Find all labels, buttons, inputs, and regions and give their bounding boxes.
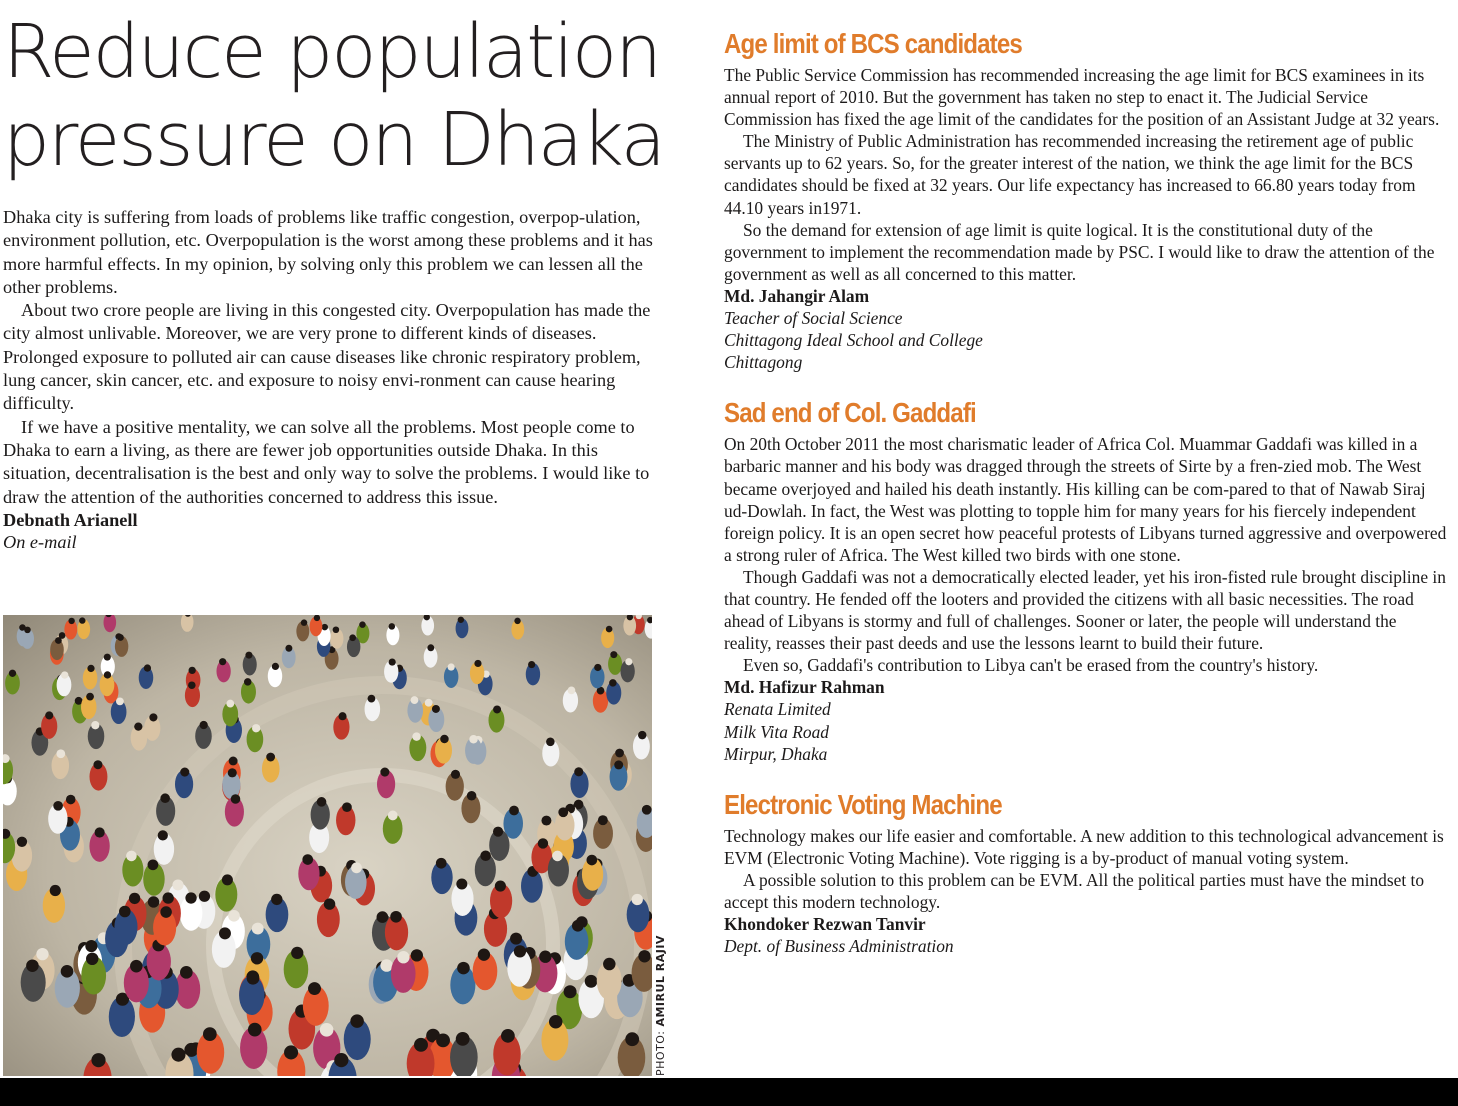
crowd-person-head <box>144 664 151 671</box>
crowd-person-head <box>79 617 85 623</box>
crowd-person-head <box>252 923 264 935</box>
crowd-person-head <box>129 893 140 904</box>
letter-gaddafi <box>724 395 1448 764</box>
headline-line-2: pressure on Dhaka <box>3 97 664 183</box>
crowd-person-head <box>302 854 313 865</box>
letter-title: Electronic Voting Machine <box>724 788 1002 820</box>
crowd-person-head <box>95 827 105 837</box>
crowd-person-head <box>134 722 142 730</box>
crowd-person-head <box>448 663 455 670</box>
letter-affiliation: Chittagong Ideal School and College <box>724 330 983 351</box>
crowd-person-head <box>615 749 624 758</box>
crowd-person-head <box>349 634 356 641</box>
crowd-person-head <box>160 793 170 803</box>
article-paragraph: If we have a positive mentality, we can solve all the problems. Most people come to Dhaka to earn a living, as there are fewer job opportunities outside Dhaka. In this situation, decentralisation is the best and only way to solve the problems. I would like to draw the attention of the authorities concerned to address this issue. <box>3 416 650 507</box>
crowd-person-head <box>380 959 393 972</box>
crowd-person-head <box>568 687 576 695</box>
crowd-person-head <box>324 898 335 909</box>
crowd-person-head <box>317 797 327 807</box>
crowd-person-head <box>377 911 389 923</box>
crowd-person-head <box>388 811 398 821</box>
letter-paragraph: Even so, Gaddafi's contribution to Libya can't be erased from the country's history. <box>743 655 1319 676</box>
crowd-person-head <box>594 664 601 671</box>
crowd-person-head <box>66 795 76 805</box>
crowd-person-head <box>495 880 506 891</box>
crowd-person-head <box>389 658 396 665</box>
crowd-person-head <box>185 892 196 903</box>
letter-paragraph: A possible solution to this problem can be EVM. All the political parties must have the mindset to accept this modern technology. <box>724 869 1425 912</box>
letter-affiliation: Teacher of Social Science <box>724 308 903 329</box>
crowd-person-head <box>285 645 292 652</box>
crowd-person-head <box>251 952 263 964</box>
crowd-person-head <box>574 767 583 776</box>
letter-paragraph: Though Gaddafi was not a democratically elected leader, yet his iron-fisted rule brought discipline in that country. He fended off the looters and provided the citizens with all basic necessities. The road ahead of Libyans is stormy and full of challenges. Sooner or later, the people will understand the reality, reasses their past deeds and use the lessons learnt to build their future. <box>724 566 1446 654</box>
letter-author: Md. Jahangir Alam <box>724 285 870 306</box>
crowd-person-head <box>171 1048 185 1062</box>
letters-column <box>724 26 1448 979</box>
crowd-person-head <box>68 618 74 624</box>
article-affiliation: On e-mail <box>3 532 77 553</box>
crowd-person-head <box>321 624 328 631</box>
crowd-person-head <box>412 732 420 740</box>
crowd-person-head <box>469 735 478 744</box>
crowd-person-head <box>467 791 477 801</box>
crowd-person-head <box>148 896 159 907</box>
crowd-person-head <box>558 807 568 817</box>
article-author: Debnath Arianell <box>3 509 138 530</box>
letter-title: Sad end of Col. Gaddafi <box>724 397 976 429</box>
crowd-person-head <box>480 850 491 861</box>
crowd-person-head <box>119 906 131 918</box>
crowd-person-head <box>638 950 650 962</box>
crowd-person-head <box>226 700 234 708</box>
crowd-person-head <box>411 696 419 704</box>
crowd-person-head <box>638 731 646 739</box>
crowd-person-head <box>493 705 501 713</box>
crowd-person-head <box>546 738 555 747</box>
crowd-photo <box>3 615 652 1076</box>
crowd-person-head <box>53 801 63 811</box>
crowd-person-head <box>514 618 520 624</box>
crowd-person-head <box>271 894 282 905</box>
article-paragraph: About two crore people are living in this congested city. Overpopulation has made the city almost unlivable. Moreover, we are very prone to different kinds of diseases. Prolonged exposure to polluted air can cause diseases like chronic respiratory problem, lung cancer, skin cancer, etc. and exposure to noisy envi-ronment can cause hearing difficulty. <box>3 300 651 414</box>
crowd-person-head <box>116 697 124 705</box>
crowd-person-head <box>314 615 320 621</box>
crowd-person-head <box>610 651 617 658</box>
crowd-person-head <box>245 652 252 659</box>
crowd-person-head <box>86 693 94 701</box>
crowd-person-head <box>228 910 240 922</box>
crowd-person-head <box>219 658 226 665</box>
crowd-person-head <box>625 658 632 665</box>
crowd-person-head <box>478 949 490 961</box>
crowd-person-head <box>572 920 584 932</box>
article-paragraph: Dhaka city is suffering from loads of problems like traffic congestion, overpop-ulation, environment pollution, etc. Overpopulation is the worst among these problems and it has more harmful effects. In my opinion, by solving only this problem we can lessen all the other problems. <box>3 207 653 297</box>
crowd-person-head <box>440 735 449 744</box>
letter-author: Md. Hafizur Rahman <box>724 677 885 698</box>
crowd-person-head <box>148 859 159 870</box>
crowd-person-head <box>308 982 321 995</box>
crowd-person-head <box>451 770 460 779</box>
crowd-person-head <box>368 695 376 703</box>
crowd-person-head <box>457 962 470 975</box>
crowd-person-head <box>509 806 519 816</box>
crowd-person-head <box>247 972 260 985</box>
crowd-person-head <box>598 815 608 825</box>
crowd-person-head <box>266 753 275 762</box>
crowd-person-head <box>510 933 522 945</box>
crowd-person-head <box>609 679 617 687</box>
crowd-person-head <box>188 681 196 689</box>
crowd-person-head <box>458 617 464 623</box>
crowd-person-head <box>228 768 237 777</box>
crowd-person-head <box>248 1023 262 1037</box>
letter-paragraph: On 20th October 2011 the most charismatic leader of Africa Col. Muammar Gaddafi was killed in a barbaric manner and his body was dragged through the streets of Sirte by a fren-zied mob. The West became overjoyed and hailed his death instantly. His killing can be com-pared to that of Nawab Siraj ud-Dowlah. In fact, the West was plotting to topple him for many years for his fiercely independent foreign policy. It is an open secret how peaceful protests of Libyans turned aggressive and overpowered a strong ruler of Africa. The West killed two birds with one stone. <box>724 434 1447 565</box>
crowd-person-head <box>61 965 74 978</box>
crowd-person-head <box>625 1032 639 1046</box>
crowd-person-head <box>199 891 210 902</box>
crowd-person-head <box>203 1027 217 1041</box>
crowd-photo-illustration <box>3 615 652 1076</box>
crowd-person-head <box>117 634 124 641</box>
crowd-person-head <box>126 851 137 862</box>
crowd-person-head <box>86 953 98 965</box>
crowd-person-head <box>55 637 62 644</box>
crowd-person-head <box>320 1023 334 1037</box>
crowd-person-head <box>284 1045 298 1059</box>
crowd-person-head <box>390 911 402 923</box>
crowd-person-head <box>244 678 252 686</box>
letter-paragraph: The Ministry of Public Administration has recommended increasing the retirement age of public servants up to 62 years. So, for the greater interest of the nation, we think the age limit for the BCS candidates should be fixed at 32 years. Our life expectancy has increased to 66.80 years today from 44.10 years in1971. <box>724 131 1416 218</box>
crowd-person-head <box>549 1015 563 1029</box>
letter-evm <box>724 787 1448 958</box>
crowd-person-head <box>514 945 526 957</box>
crowd-person-head <box>229 757 238 766</box>
crowd-person-head <box>564 985 577 998</box>
crowd-person-head <box>189 667 196 674</box>
crowd-person-head <box>338 712 346 720</box>
crowd-person-head <box>380 768 389 777</box>
crowd-person-head <box>432 705 440 713</box>
crowd-person-head <box>104 654 111 661</box>
crowd-person-head <box>614 760 623 769</box>
crowd-person-head <box>200 721 208 729</box>
crowd-person-head <box>642 805 652 815</box>
crowd-person-head <box>272 663 279 670</box>
crowd-person-head <box>474 660 481 667</box>
crowd-person-head <box>61 671 68 678</box>
crowd-person-head <box>291 947 303 959</box>
crowd-person-head <box>9 670 16 677</box>
crowd-person-head <box>541 816 551 826</box>
crowd-person-head <box>359 621 365 627</box>
crowd-person-head <box>539 951 551 963</box>
crowd-person-head <box>334 1053 348 1067</box>
crowd-person-head <box>528 661 535 668</box>
main-article <box>3 8 664 553</box>
crowd-person-head <box>389 623 396 630</box>
crowd-person-head <box>104 671 111 678</box>
crowd-person-head <box>56 749 65 758</box>
letter-affiliation: Milk Vita Road <box>724 721 829 742</box>
crowd-person-head <box>411 949 423 961</box>
crowd-person-head <box>333 626 340 633</box>
crowd-person-head <box>493 827 503 837</box>
crowd-person-head <box>603 958 615 970</box>
crowd-person-head <box>414 1038 428 1052</box>
crowd-person-head <box>50 885 61 896</box>
letter-affiliation: Chittagong <box>724 352 803 373</box>
crowd-person-head <box>160 906 172 918</box>
crowd-person-head <box>252 724 260 732</box>
article-body <box>3 206 655 509</box>
crowd-person-head <box>632 894 643 905</box>
crowd-person-head <box>24 627 31 634</box>
crowd-person-head <box>149 713 157 721</box>
crowd-person-head <box>180 767 189 776</box>
crowd-person-head <box>552 851 563 862</box>
letter-affiliation: Mirpur, Dhaka <box>724 743 828 764</box>
footer-bar <box>0 1078 1458 1106</box>
photo-credit-prefix: PHOTO: <box>654 1030 667 1076</box>
crowd-person-head <box>130 960 143 973</box>
article-headline <box>3 8 664 184</box>
crowd-person-head <box>91 1053 105 1067</box>
crowd-person-head <box>342 802 352 812</box>
crowd-person-head <box>456 878 467 889</box>
crowd-person-head <box>91 721 99 729</box>
crowd-person-head <box>180 966 193 979</box>
crowd-person-head <box>606 626 613 633</box>
crowd-person-head <box>231 794 241 804</box>
crowd-person-head <box>93 760 102 769</box>
crowd-person-head <box>427 644 434 651</box>
letter-bcs-age-limit <box>724 26 1448 373</box>
crowd-person-head <box>351 862 362 873</box>
photo-credit <box>654 916 668 1076</box>
letter-author: Khondoker Rezwan Tanvir <box>724 914 926 935</box>
letter-paragraph: Technology makes our life easier and comfortable. A new addition to this technological advancement is EVM (Electronic Voting Machine). Vote rigging is a by-product of manual voting system. <box>724 825 1444 868</box>
crowd-person-head <box>85 940 97 952</box>
crowd-person-head <box>87 665 94 672</box>
crowd-person-head <box>222 874 233 885</box>
crowd-person-head <box>219 927 231 939</box>
crowd-person-head <box>397 951 409 963</box>
crowd-person-head <box>163 892 174 903</box>
crowd-person-head <box>158 830 168 840</box>
crowd-person-head <box>538 838 548 848</box>
crowd-person-head <box>45 711 53 719</box>
crowd-person-head <box>585 975 598 988</box>
crowd-person-head <box>36 948 48 960</box>
letter-affiliation: Dept. of Business Administration <box>724 936 954 957</box>
photo-credit-name: AMIRUL RAJIV <box>654 935 667 1027</box>
letter-paragraph: So the demand for extension of age limit is quite logical. It is the constitutional duty of the government to implement the recommendation made by PSC. I would like to draw the attention of the government as well as all concerned to this matter. <box>724 219 1435 284</box>
crowd-person-head <box>436 1033 450 1047</box>
crowd-person-head <box>587 855 598 866</box>
crowd-person-head <box>17 837 27 847</box>
crowd-person-head <box>350 1014 363 1027</box>
crowd-person-head <box>26 959 39 972</box>
crowd-person-head <box>172 879 183 890</box>
crowd-person-head <box>301 619 307 625</box>
letter-title: Age limit of BCS candidates <box>724 28 1022 59</box>
crowd-person-head <box>501 1029 515 1043</box>
letter-paragraph: The Public Service Commission has recommended increasing the age limit for BCS examinees in its annual report of 2010. But the government has taken no step to enact it. The Judicial Service Commission has fixed the age limit of the candidates for the position of an Assistant Judge at 32 years. <box>724 65 1440 130</box>
crowd-person-head <box>425 699 433 707</box>
headline-line-1: Reduce population <box>3 9 661 95</box>
crowd-person-head <box>456 1032 470 1046</box>
crowd-person-head <box>436 858 447 869</box>
letter-affiliation: Renata Limited <box>724 699 831 720</box>
